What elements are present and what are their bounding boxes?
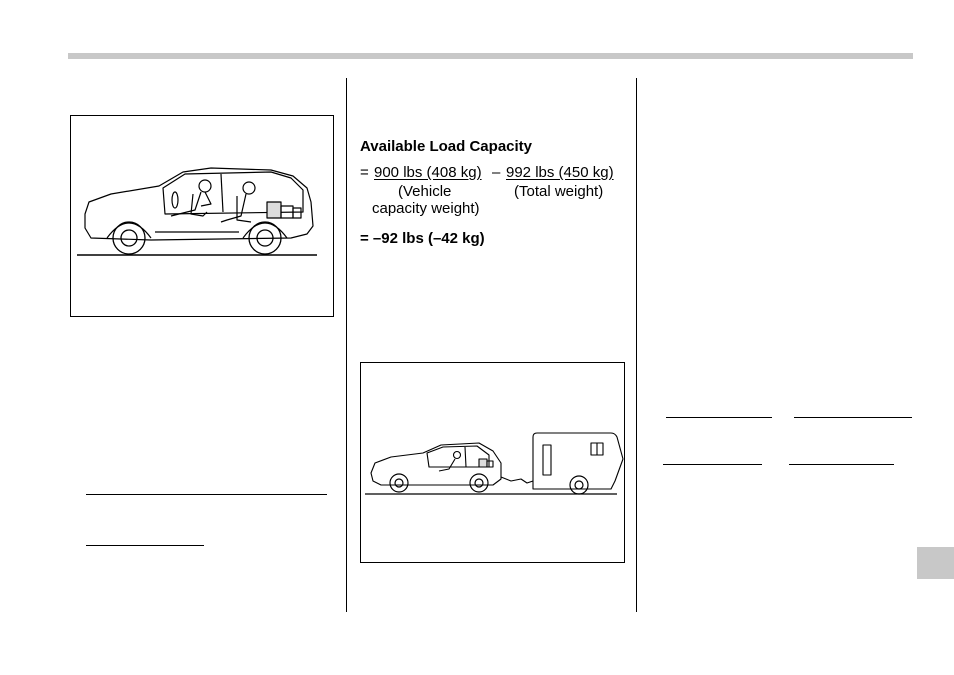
vehicle-loading-figure bbox=[70, 115, 334, 317]
header-bar bbox=[68, 53, 913, 59]
car-towing-camper-illustration bbox=[361, 363, 624, 562]
underline-rule bbox=[789, 464, 894, 465]
total-weight-value: 992 lbs (450 kg) bbox=[506, 164, 614, 181]
vehicle-capacity-value: 900 lbs (408 kg) bbox=[374, 164, 482, 181]
vehicle-caption-line2: capacity weight) bbox=[372, 200, 480, 217]
hatchback-occupants-cargo-illustration bbox=[71, 116, 333, 316]
equals-sign: = bbox=[360, 164, 369, 181]
result-value: = –92 lbs (–42 kg) bbox=[360, 230, 485, 247]
underline-rule bbox=[86, 545, 204, 546]
load-capacity-heading: Available Load Capacity bbox=[360, 138, 533, 155]
underline-rule bbox=[666, 417, 772, 418]
underline-rule bbox=[663, 464, 762, 465]
section-tab bbox=[917, 547, 954, 579]
vehicle-caption-line1: (Vehicle bbox=[398, 183, 452, 200]
minus-sign: – bbox=[492, 164, 501, 181]
underline-rule bbox=[86, 494, 327, 495]
underline-rule bbox=[794, 417, 912, 418]
column-divider-left bbox=[346, 78, 347, 612]
total-weight-caption: (Total weight) bbox=[514, 183, 604, 200]
towing-trailer-figure bbox=[360, 362, 625, 563]
column-divider-right bbox=[636, 78, 637, 612]
